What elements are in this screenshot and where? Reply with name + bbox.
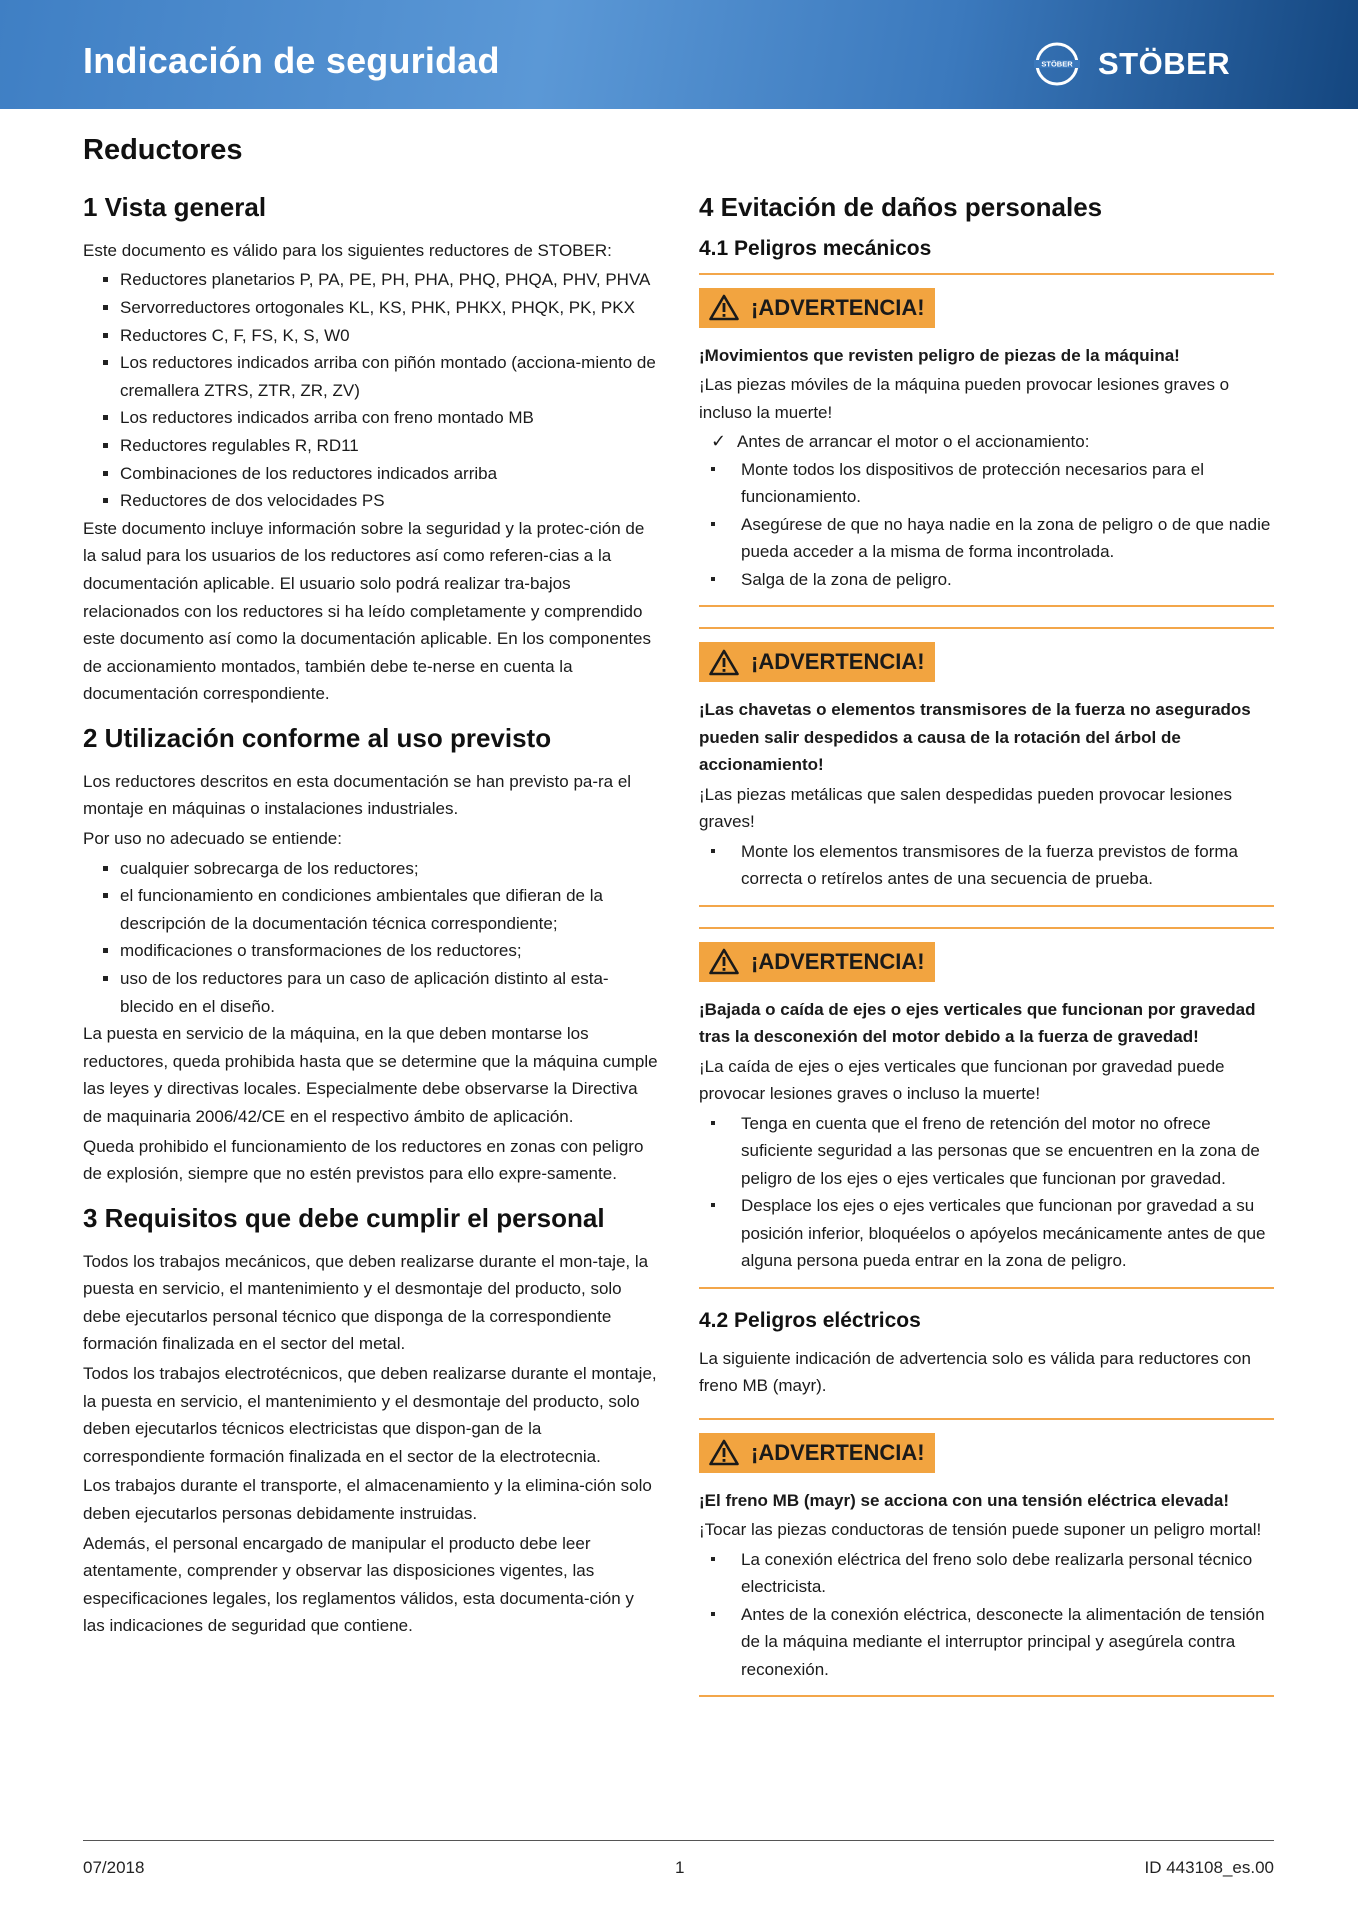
paragraph: La puesta en servicio de la máquina, en la que deben montarse los reductores, queda prohibida hasta que se determine que la máquina cumple las leyes y directivas locales. Especialmente debe observarse la Directiva de maquinaria 2006/42/CE en el respectivo ámbito de aplicación. [83,1024,658,1126]
right-column [699,193,1274,1717]
list-item: Reductores planetarios P, PA, PE, PH, PHA, PHQ, PHQA, PHV, PHVA [83,266,660,294]
stober-logo-mark-icon [1034,41,1080,87]
warning-label: ¡ADVERTENCIA! [751,948,925,974]
paragraph: Los reductores descritos en esta documentación se han previsto pa-ra el montaje en máquinas o instalaciones industriales. [83,771,632,819]
warning-triangle-icon [709,948,739,975]
list-item: Monte los elementos transmisores de la fuerza previstos de forma correcta o retírelos antes de una secuencia de prueba. [699,838,1274,893]
checkmark-icon: ✓ [711,431,727,452]
footer-page-number: 1 [675,1858,685,1877]
svg-text:STÖBER: STÖBER [1041,59,1073,69]
stober-logo [1034,40,1230,88]
footer-date: 07/2018 [83,1858,145,1877]
warning-heading: ¡Bajada o caída de ejes o ejes verticales que funcionan por gravedad tras la desconexión del motor debido a la fuerza de gravedad! [699,999,1256,1047]
list-item: Tenga en cuenta que el freno de retención del motor no ofrece suficiente seguridad a las personas que se encuentren en la zona de peligro de los ejes o ejes verticales que funcionan por gravedad. [699,1110,1274,1193]
warning-actions [699,1546,1274,1684]
list-item: Antes de la conexión eléctrica, desconecte la alimentación de tensión de la máquina mediante el interruptor principal y asegúrela contra reconexión. [699,1601,1274,1684]
document-title: Reductores [83,134,243,166]
footer-divider [83,1840,1274,1841]
warning-text: ¡Las piezas móviles de la máquina pueden provocar lesiones graves o incluso la muerte! [699,375,1230,422]
section-4-2-text: La siguiente indicación de advertencia solo es válida para reductores con freno MB (mayr). [699,1348,1251,1396]
list-item: Monte todos los dispositivos de protección necesarios para el funcionamiento. [699,456,1274,511]
list-item: Asegúrese de que no haya nadie en la zona de peligro o de que nadie pueda acceder a la misma de forma incontrolada. [699,511,1274,566]
warning-text: ¡Las piezas metálicas que salen despedidas pueden provocar lesiones graves! [699,784,1233,832]
list-item: Los reductores indicados arriba con freno montado MB [83,404,660,432]
section-1-intro: Este documento es válido para los siguientes reductores de STOBER: [83,240,612,260]
list-item: cualquier sobrecarga de los reductores; [83,855,660,883]
section-2 [83,724,660,1188]
section-1 [83,193,660,708]
section-3 [83,1204,660,1640]
warning-triangle-icon [709,1439,739,1466]
warning-actions [699,1110,1274,1275]
warning-box-4 [699,1418,1274,1698]
logo-wordmark: STÖBER [1098,46,1231,81]
warning-label: ¡ADVERTENCIA! [751,649,925,675]
section-1-body: Este documento incluye información sobre la seguridad y la protec-ción de la salud para los usuarios de los reductores así como referen-cias a la documentación aplicable. El usuario solo podrá realizar tra-bajos relacionados con los reductores si ha leído completamente y comprendido este documento así como la documentación aplicable. En los componentes de accionamiento montados, también debe te-nerse en cuenta la documentación correspondiente. [83,518,651,704]
warning-heading: ¡El freno MB (mayr) se acciona con una tensión eléctrica elevada! [699,1490,1230,1510]
list-item: Reductores C, F, FS, K, S, W0 [83,322,660,350]
list-item: Reductores regulables R, RD11 [83,432,660,460]
misuse-list [83,855,660,1021]
warning-actions [699,456,1274,594]
list-item: Reductores de dos velocidades PS [83,487,660,515]
paragraph: Por uso no adecuado se entiende: [83,829,342,849]
warning-text: ¡La caída de ejes o ejes verticales que funcionan por gravedad puede provocar lesiones graves o incluso la muerte! [699,1056,1225,1104]
warning-box-3 [699,927,1274,1289]
list-item: modificaciones o transformaciones de los reductores; [83,937,660,965]
paragraph: Queda prohibido el funcionamiento de los reductores en zonas con peligro de explosión, siempre que no estén previstos para ello expre-samente. [83,1136,644,1184]
warning-heading: ¡Las chavetas o elementos transmisores de la fuerza no asegurados pueden salir despedidos a causa de la rotación del árbol de accionamiento! [699,700,1251,775]
list-item: Servorreductores ortogonales KL, KS, PHK, PHKX, PHQK, PK, PKX [83,294,660,322]
warning-label: ¡ADVERTENCIA! [751,1439,925,1465]
warning-heading: ¡Movimientos que revisten peligro de piezas de la máquina! [699,345,1180,365]
list-item: Salga de la zona de peligro. [699,566,1274,594]
section-4-2-title: 4.2 Peligros eléctricos [699,1308,921,1332]
paragraph: Todos los trabajos mecánicos, que deben realizarse durante el mon-taje, la puesta en servicio, el mantenimiento y el desmontaje del producto, solo debe ejecutarlos personal técnico que disponga de la correspondiente formación finalizada en el sector del metal. [83,1251,649,1354]
warning-triangle-icon [709,649,739,676]
section-1-title: 1 Vista general [83,192,267,222]
list-item: Desplace los ejes o ejes verticales que funcionan por gravedad a su posición inferior, bloquéelos o apóyelos mecánicamente antes de que alguna persona pueda entrar en la zona de peligro. [699,1192,1274,1275]
warning-triangle-icon [709,294,739,321]
list-item: Combinaciones de los reductores indicados arriba [83,460,660,488]
header-banner [0,0,1358,109]
precondition [699,428,1274,456]
warning-badge [699,642,935,682]
list-item: uso de los reductores para un caso de aplicación distinto al esta-blecido en el diseño. [83,965,660,1020]
list-item: el funcionamiento en condiciones ambientales que difieran de la descripción de la documentación técnica correspondiente; [83,882,660,937]
paragraph: Los trabajos durante el transporte, el almacenamiento y la elimina-ción solo deben ejecutarlos personas debidamente instruidas. [83,1476,652,1524]
warning-box-1 [699,273,1274,608]
warning-text: ¡Tocar las piezas conductoras de tensión puede suponer un peligro mortal! [699,1520,1262,1540]
list-item: La conexión eléctrica del freno solo debe realizarla personal técnico electricista. [699,1546,1274,1601]
left-column [83,193,660,1656]
header-title: Indicación de seguridad [83,40,500,81]
section-2-title: 2 Utilización conforme al uso previsto [83,722,552,753]
paragraph: Además, el personal encargado de manipular el producto debe leer atentamente, comprender y observar las disposiciones vigentes, las especificaciones legales, los reglamentos válidos, esta documenta-ción y las indicaciones de seguridad que contiene. [83,1533,634,1636]
paragraph: Todos los trabajos electrotécnicos, que deben realizarse durante el montaje, la puesta en servicio, el mantenimiento y el desmontaje del producto, solo deben ejecutarlos técnicos electricistas que dispon-gan de la correspondiente formación finalizada en el sector de la electrotecnia. [83,1364,657,1466]
section-3-title: 3 Requisitos que debe cumplir el personal [83,1202,605,1233]
warning-actions [699,838,1274,893]
footer-document-id: ID 443108_es.00 [1144,1858,1274,1877]
warning-label: ¡ADVERTENCIA! [751,294,925,320]
section-4-title: 4 Evitación de daños personales [699,192,1103,222]
section-4-1-title: 4.1 Peligros mecánicos [699,236,932,260]
gearbox-list [83,266,660,514]
list-item: Los reductores indicados arriba con piñón montado (acciona-miento de cremallera ZTRS, ZTR, ZR, ZV) [83,349,660,404]
warning-box-2 [699,627,1274,907]
precondition-text: Antes de arrancar el motor o el accionamiento: [737,432,1090,452]
warning-badge [699,1433,935,1473]
warning-badge [699,942,935,982]
warning-badge [699,288,935,328]
